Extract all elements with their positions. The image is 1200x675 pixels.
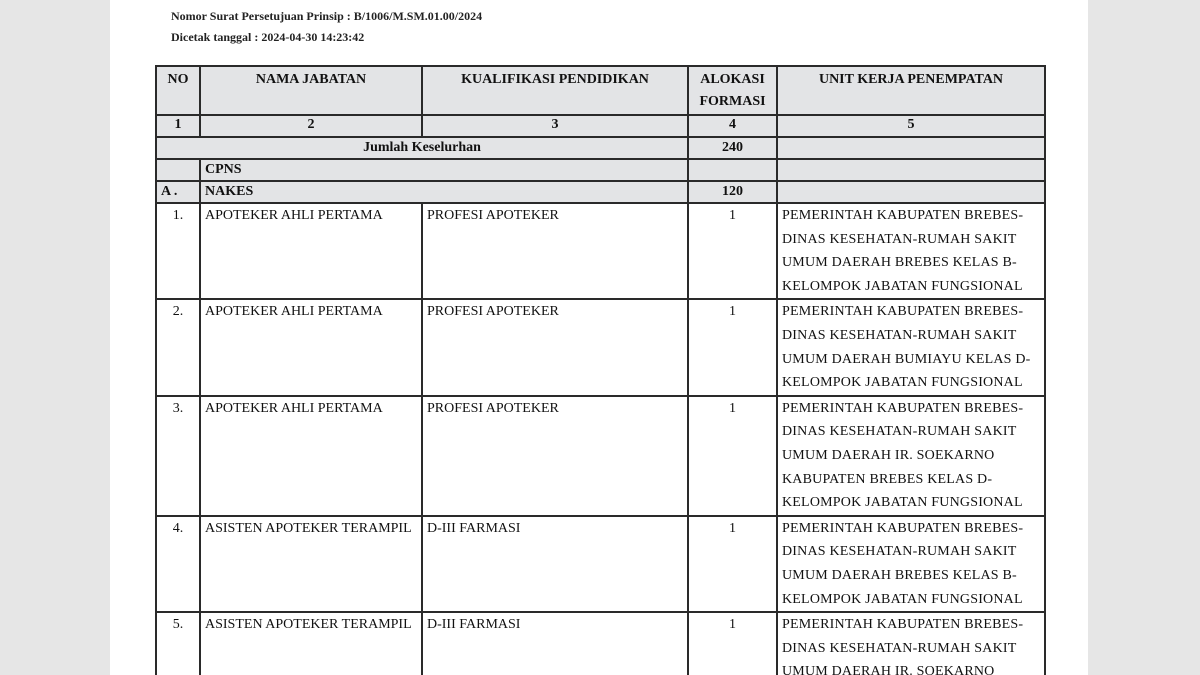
header-no: NO [156, 66, 200, 115]
surat-number: Nomor Surat Persetujuan Prinsip : B/1006/M.SM.01.00/2024 [171, 9, 483, 23]
column-number: 3 [422, 115, 688, 137]
row-kualifikasi: PROFESI APOTEKER [422, 299, 688, 395]
total-value: 240 [688, 137, 777, 159]
row-no: 2. [156, 299, 200, 395]
table-row [156, 396, 1045, 516]
total-label: Jumlah Keselurhan [156, 137, 688, 159]
row-no: 1. [156, 203, 200, 299]
group-no-empty [156, 159, 200, 181]
row-unit: PEMERINTAH KABUPATEN BREBES-DINAS KESEHATAN-RUMAH SAKIT UMUM DAERAH BUMIAYU KELAS D-KELOMPOK JABATAN FUNGSIONAL [777, 299, 1045, 395]
table-row [156, 203, 1045, 299]
row-alokasi: 1 [688, 203, 777, 299]
column-number: 2 [200, 115, 422, 137]
row-jabatan: APOTEKER AHLI PERTAMA [200, 299, 422, 395]
row-alokasi: 1 [688, 516, 777, 612]
group-row [156, 159, 1045, 181]
section-no: A . [156, 181, 200, 203]
row-jabatan: ASISTEN APOTEKER TERAMPIL [200, 612, 422, 675]
table-header-row [156, 66, 1045, 115]
row-unit: PEMERINTAH KABUPATEN BREBES-DINAS KESEHATAN-RUMAH SAKIT UMUM DAERAH BREBES KELAS B-KELOMPOK JABATAN FUNGSIONAL [777, 516, 1045, 612]
row-unit: PEMERINTAH KABUPATEN BREBES-DINAS KESEHATAN-RUMAH SAKIT UMUM DAERAH IR. SOEKARNO [777, 612, 1045, 675]
group-label: CPNS [200, 159, 688, 181]
row-kualifikasi: PROFESI APOTEKER [422, 396, 688, 516]
column-number: 4 [688, 115, 777, 137]
row-no: 5. [156, 612, 200, 675]
row-alokasi: 1 [688, 396, 777, 516]
row-jabatan: APOTEKER AHLI PERTAMA [200, 396, 422, 516]
row-no: 4. [156, 516, 200, 612]
formasi-table [155, 65, 1046, 675]
table-row [156, 516, 1045, 612]
print-date: Dicetak tanggal : 2024-04-30 14:23:42 [171, 30, 365, 44]
header-nama-jabatan: NAMA JABATAN [200, 66, 422, 115]
row-jabatan: APOTEKER AHLI PERTAMA [200, 203, 422, 299]
row-unit: PEMERINTAH KABUPATEN BREBES-DINAS KESEHATAN-RUMAH SAKIT UMUM DAERAH BREBES KELAS B-KELOMPOK JABATAN FUNGSIONAL [777, 203, 1045, 299]
table-row [156, 299, 1045, 395]
row-kualifikasi: D-III FARMASI [422, 612, 688, 675]
column-number: 1 [156, 115, 200, 137]
group-value-empty [688, 159, 777, 181]
document-page [110, 0, 1088, 675]
header-kualifikasi: KUALIFIKASI PENDIDIKAN [422, 66, 688, 115]
row-kualifikasi: PROFESI APOTEKER [422, 203, 688, 299]
section-row [156, 181, 1045, 203]
row-alokasi: 1 [688, 612, 777, 675]
column-number-row [156, 115, 1045, 137]
row-alokasi: 1 [688, 299, 777, 395]
header-alokasi: ALOKASI FORMASI [688, 66, 777, 115]
section-value: 120 [688, 181, 777, 203]
row-no: 3. [156, 396, 200, 516]
group-unit-empty [777, 159, 1045, 181]
row-jabatan: ASISTEN APOTEKER TERAMPIL [200, 516, 422, 612]
total-row [156, 137, 1045, 159]
row-unit: PEMERINTAH KABUPATEN BREBES-DINAS KESEHATAN-RUMAH SAKIT UMUM DAERAH IR. SOEKARNO KABUPATEN BREBES KELAS D-KELOMPOK JABATAN FUNGSIONAL [777, 396, 1045, 516]
total-unit-empty [777, 137, 1045, 159]
table-row [156, 612, 1045, 675]
column-number: 5 [777, 115, 1045, 137]
section-label: NAKES [200, 181, 688, 203]
header-unit-kerja: UNIT KERJA PENEMPATAN [777, 66, 1045, 115]
section-unit-empty [777, 181, 1045, 203]
row-kualifikasi: D-III FARMASI [422, 516, 688, 612]
